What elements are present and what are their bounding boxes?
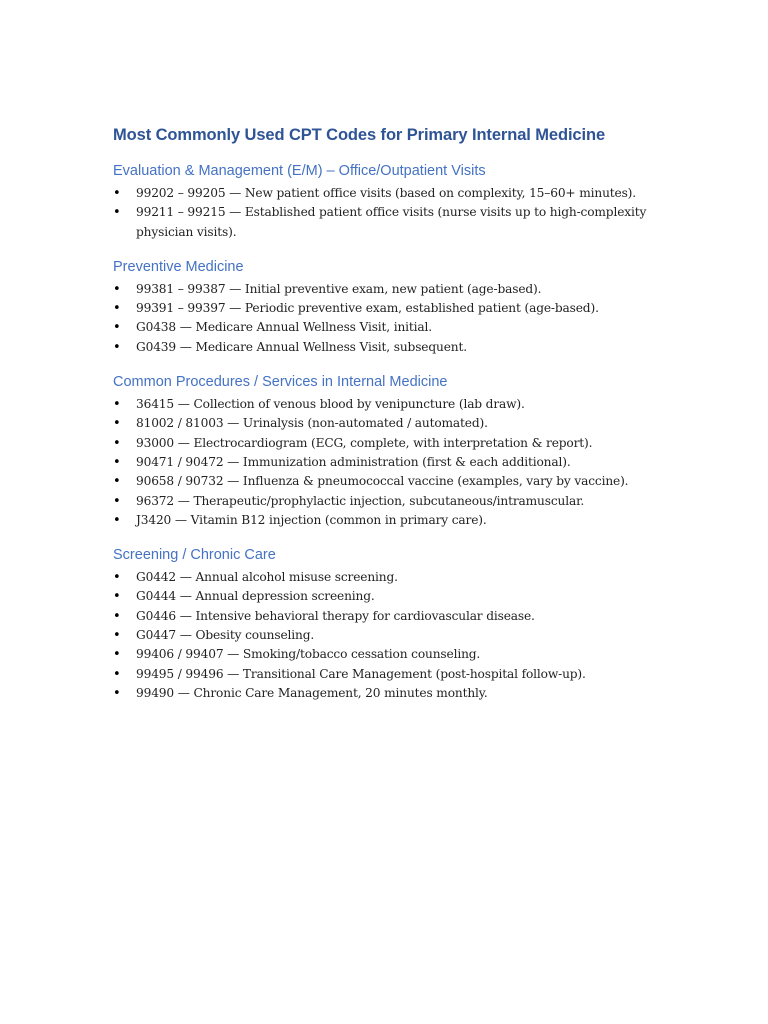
- list-item-text: 93000 — Electrocardiogram (ECG, complete, with interpretation & report).: [136, 435, 593, 450]
- list-item: [113, 472, 673, 491]
- list-item-text: 99381 – 99387 — Initial preventive exam, new patient (age-based).: [136, 281, 542, 296]
- bullet-icon: •: [113, 397, 121, 413]
- list-item-text: G0446 — Intensive behavioral therapy for cardiovascular disease.: [136, 608, 535, 623]
- bullet-icon: •: [113, 435, 121, 451]
- list-item-text: 99202 – 99205 — New patient office visits (based on complexity, 15–60+ minutes).: [136, 186, 637, 200]
- list-item-text: 90658 / 90732 — Influenza & pneumococcal vaccine (examples, vary by vaccine).: [136, 474, 629, 489]
- list-item-text: 81002 / 81003 — Urinalysis (non-automated / automated).: [136, 416, 488, 431]
- section-heading: Evaluation & Management (E/M) – Office/Outpatient Visits: [113, 163, 486, 179]
- list-item-text: 96372 — Therapeutic/prophylactic injection, subcutaneous/intramuscular.: [136, 493, 585, 508]
- section-preventive-medicine: [113, 257, 673, 357]
- list-item-text: G0438 — Medicare Annual Wellness Visit, initial.: [136, 320, 433, 335]
- bullet-icon: •: [113, 474, 121, 490]
- section-common-procedures: [113, 372, 673, 530]
- list-item-text: 99495 / 99496 — Transitional Care Management (post-hospital follow-up).: [136, 666, 586, 681]
- list-item: [113, 665, 673, 684]
- list-item: [113, 203, 673, 242]
- bullet-icon: •: [113, 666, 121, 682]
- list-item-text: G0442 — Annual alcohol misuse screening.: [136, 570, 398, 585]
- bullet-icon: •: [113, 454, 121, 470]
- list-item: [113, 492, 673, 511]
- bullet-icon: •: [113, 416, 121, 432]
- bullet-icon: •: [113, 493, 121, 509]
- list-item-text: 99391 – 99397 — Periodic preventive exam, established patient (age-based).: [136, 301, 599, 316]
- list-item: [113, 684, 673, 703]
- list-item-text: 99490 — Chronic Care Management, 20 minutes monthly.: [136, 685, 488, 700]
- section-heading: Common Procedures / Services in Internal Medicine: [113, 374, 448, 391]
- list-item-text: 36415 — Collection of venous blood by venipuncture (lab draw).: [136, 397, 525, 412]
- bullet-icon: •: [113, 281, 121, 297]
- section-screening-chronic-care: [113, 545, 673, 703]
- document-body: [113, 124, 673, 703]
- bullet-icon: •: [113, 205, 121, 221]
- bullet-icon: •: [113, 628, 121, 644]
- list-item: [113, 645, 673, 664]
- list-item: [113, 338, 673, 357]
- list-item: [113, 434, 673, 453]
- bullet-list: [113, 280, 673, 357]
- list-item: [113, 280, 673, 299]
- list-item-text: 90471 / 90472 — Immunization administration (first & each additional).: [136, 454, 571, 469]
- bullet-list: [113, 568, 673, 703]
- bullet-icon: •: [113, 685, 121, 701]
- list-item: [113, 453, 673, 472]
- list-item-text: 99211 – 99215 — Established patient office visits (nurse visits up to high-complexity physician visits).: [136, 205, 647, 239]
- list-item: [113, 318, 673, 337]
- section-evaluation-management: [113, 161, 673, 242]
- bullet-icon: •: [113, 512, 121, 528]
- list-item: [113, 587, 673, 606]
- list-item: [113, 607, 673, 626]
- bullet-icon: •: [113, 301, 121, 317]
- list-item: [113, 511, 673, 530]
- list-item-text: G0447 — Obesity counseling.: [136, 628, 315, 643]
- list-item: [113, 395, 673, 414]
- section-heading: Preventive Medicine: [113, 258, 244, 275]
- bullet-icon: •: [113, 339, 121, 355]
- bullet-icon: •: [113, 320, 121, 336]
- document-title: Most Commonly Used CPT Codes for Primary Internal Medicine: [113, 126, 606, 144]
- list-item-text: 99406 / 99407 — Smoking/tobacco cessation counseling.: [136, 647, 481, 662]
- bullet-list: [113, 395, 673, 530]
- bullet-list: [113, 184, 673, 242]
- list-item: [113, 568, 673, 587]
- list-item-text: G0439 — Medicare Annual Wellness Visit, subsequent.: [136, 339, 467, 354]
- list-item-text: G0444 — Annual depression screening.: [136, 589, 375, 604]
- list-item: [113, 626, 673, 645]
- bullet-icon: •: [113, 589, 121, 605]
- section-heading: Screening / Chronic Care: [113, 547, 276, 564]
- bullet-icon: •: [113, 647, 121, 663]
- list-item-text: J3420 — Vitamin B12 injection (common in primary care).: [136, 512, 487, 527]
- bullet-icon: •: [113, 186, 121, 201]
- list-item: [113, 299, 673, 318]
- list-item: [113, 184, 673, 203]
- list-item: [113, 414, 673, 433]
- bullet-icon: •: [113, 608, 121, 624]
- bullet-icon: •: [113, 570, 121, 586]
